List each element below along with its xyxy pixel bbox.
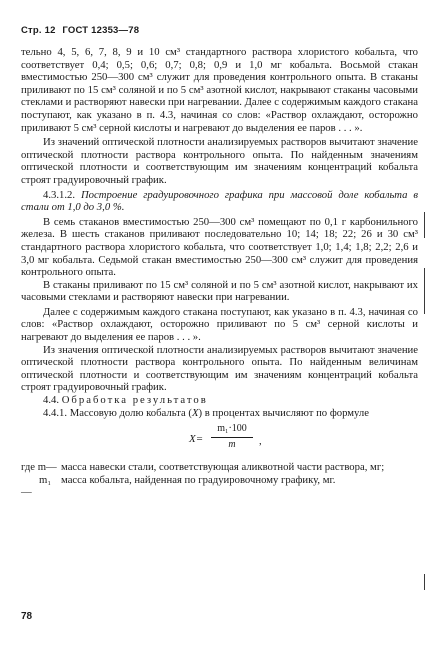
- formula-lhs: X=: [189, 433, 204, 446]
- variable-x: X: [191, 406, 199, 419]
- page-number: 78: [21, 611, 33, 622]
- margin-change-mark: [424, 212, 425, 238]
- margin-change-mark: [424, 268, 425, 314]
- text-run: ) в процентах вычисляют по формуле: [198, 406, 369, 419]
- paragraph-continuation: тельно 4, 5, 6, 7, 8, 9 и 10 см³ стандартного раствора хлористого кобальта, что соответствует 0,4; 0,5; 0,6; 0,7; 0,8; 0,9 и 1,0 мг кобальта. Восьмой стакан вместимостью 250—300 см³ служит для проведения контрольного опыта. В стаканы приливают по 15 см³ соляной и по 5 см³ азотной кислот, накрывают стаканы часовыми стеклами и растворяют навески при нагревании. Далее с содержимым каждого стакана поступают, как указано в п. 4.3, начиная со слов: «Раствор охлаждают, осторожно приливают 5 см³ серной кислоты и нагревают до выделения ее паров . . . ».: [21, 46, 418, 134]
- section-title: Построение градуировочного графика при массовой доле кобальта в стали от 1,0 до 3,0 %.: [21, 188, 419, 214]
- section-number: 4.4.: [43, 394, 60, 407]
- formula-numerator: m₁·100: [211, 423, 253, 438]
- standard-number: ГОСТ 12353—78: [62, 25, 140, 36]
- paragraph-formula-intro: [21, 407, 418, 420]
- margin-change-mark: [424, 574, 425, 590]
- paragraph: Из значений оптической плотности анализируемых растворов вычитают значение оптической плотности раствора контрольного опыта. По найденным значениям оптической плотности и соответствующим им значениям концентраций кобальта строят градуировочный график.: [21, 136, 418, 186]
- definition-text: масса навески стали, соответствующая аликвотной части раствора, мг;: [61, 461, 385, 474]
- paragraph: Далее с содержимым каждого стакана поступают, как указано в п. 4.3, начиная со слов: «Раствор охлаждают, осторожно приливают по 5 см³ серной кислоты и нагревают до выделения ее паров . . . ».: [21, 305, 418, 344]
- formula-comma: ,: [259, 435, 262, 448]
- running-header: [21, 25, 143, 36]
- body-text: [21, 46, 418, 499]
- section-title: Обработка результатов: [61, 394, 208, 407]
- definition-text: масса кобальта, найденная по градуировочному графику, мг.: [61, 473, 336, 486]
- paragraph: В семь стаканов вместимостью 250—300 см³ помещают по 0,1 г карбонильного железа. В шесть стаканов приливают последовательно 10; 14; 18; 22; 26 и 30 см³ стандартного раствора хлористого кобальта, что соответствует 1,0; 1,4; 1,8; 2,2; 2,6 и 3,0 мг кобальта. Седьмой стакан вместимостью 250—300 см³ служит для проведения контрольного опыта.: [21, 215, 418, 279]
- formula: [21, 421, 418, 459]
- page-label: Стр. 12: [21, 25, 56, 36]
- paragraph: Из значения оптической плотности анализируемых растворов вычитают значение оптической плотности раствора контрольного опыта. По найденным величинам оптической плотности и соответствующим им значениям концентраций кобальта строят градуировочный график.: [21, 343, 418, 394]
- section-heading-4-4: [21, 394, 418, 407]
- section-number: 4.3.1.2.: [43, 188, 76, 201]
- formula-denominator: m: [228, 438, 236, 450]
- variable-definitions: [21, 461, 418, 499]
- definition-symbol: где m—: [21, 461, 57, 474]
- section-heading-4-3-1-2: [21, 189, 418, 214]
- definition-symbol: m₁—: [21, 473, 52, 499]
- text-run: 4.4.1. Массовую долю кобальта (: [43, 406, 192, 419]
- definition-item: [21, 474, 418, 499]
- paragraph: В стаканы приливают по 15 см³ соляной и по 5 см³ азотной кислот, накрывают их часовыми стеклами и растворяют навески при нагревании.: [21, 278, 418, 304]
- definition-item: [21, 461, 418, 474]
- formula-fraction: [211, 423, 253, 451]
